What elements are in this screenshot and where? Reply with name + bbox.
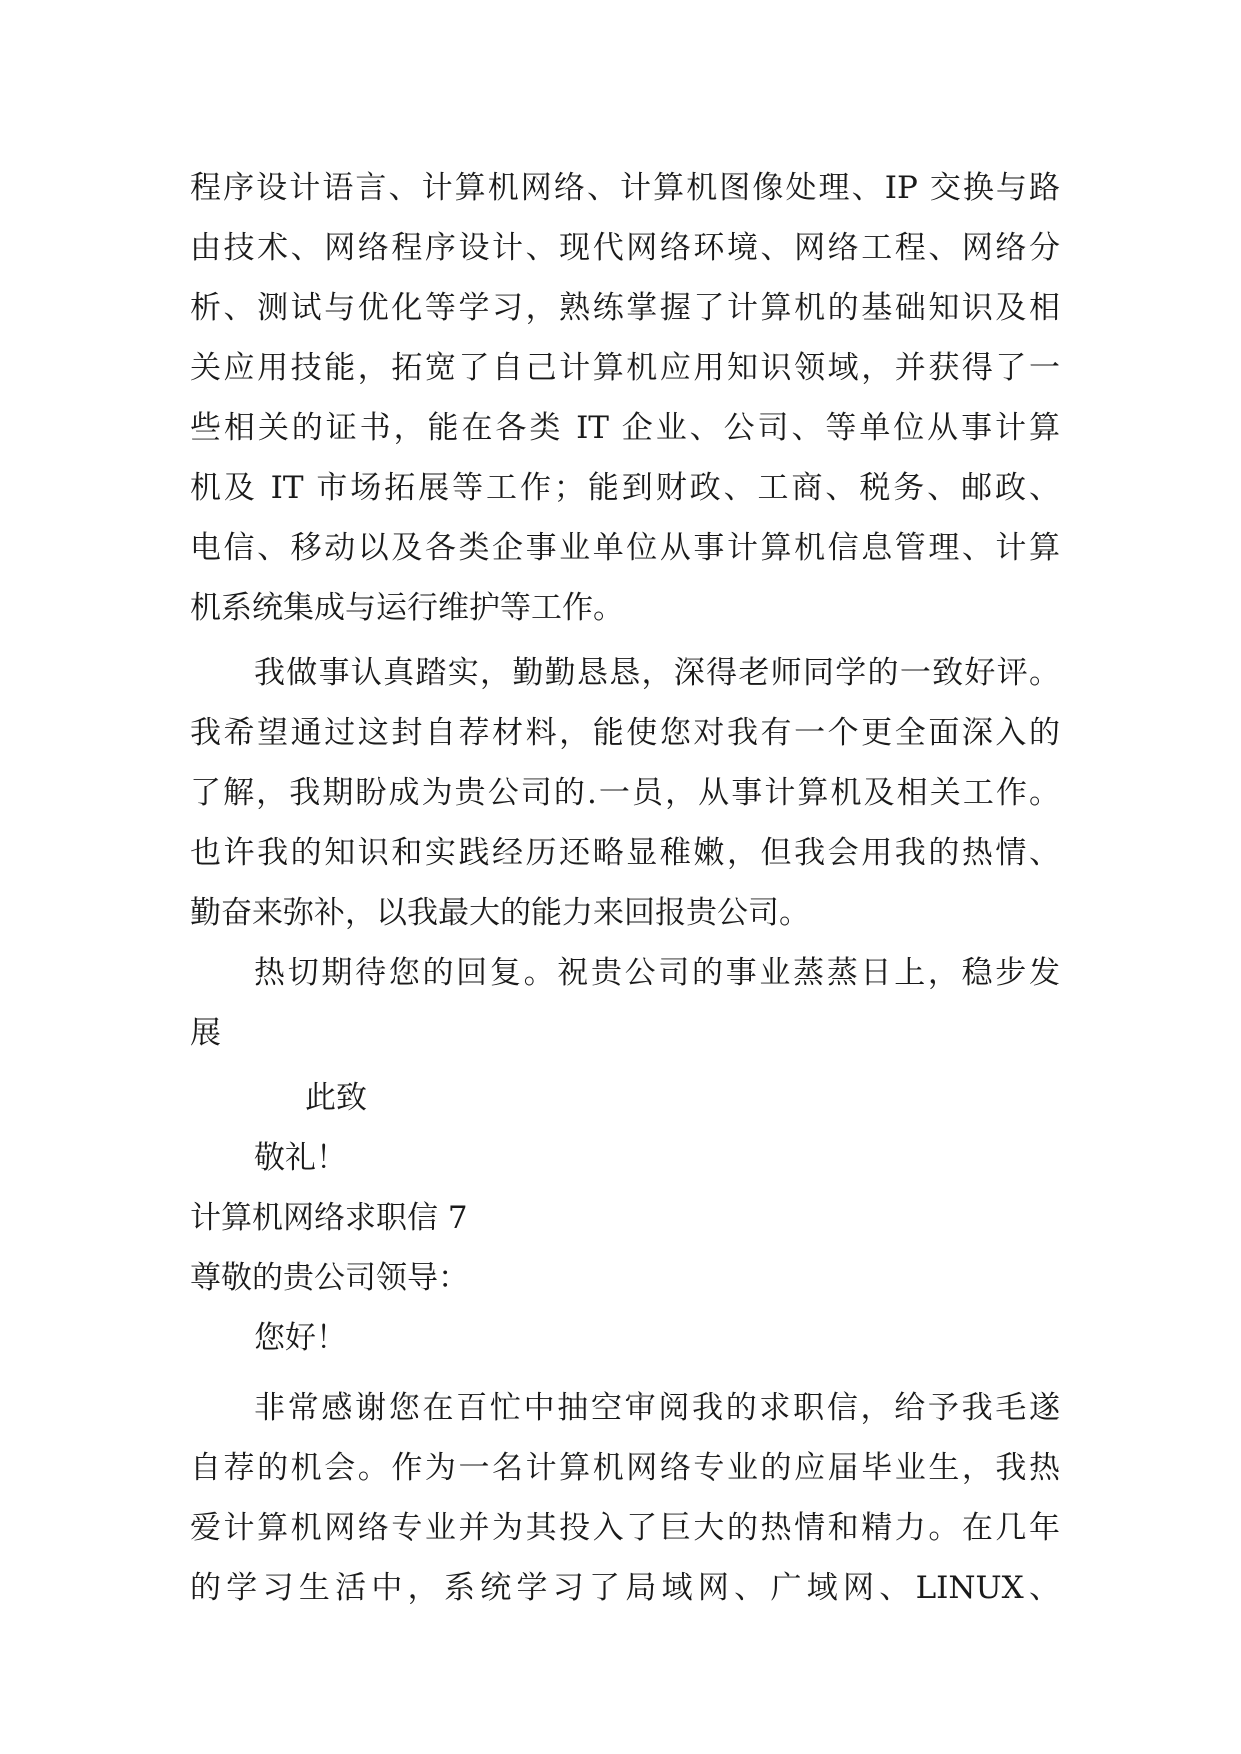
letter-title: 计算机网络求职信 7 xyxy=(190,1200,468,1236)
text-line: 析、测试与优化等学习，熟练掌握了计算机的基础知识及相 xyxy=(190,290,1060,326)
paragraph-introduction xyxy=(190,1378,1060,1618)
paragraph-self-evaluation xyxy=(190,643,1060,943)
text-line: 电信、移动以及各类企事业单位从事计算机信息管理、计算 xyxy=(190,530,1060,566)
text-line: 由技术、网络程序设计、现代网络环境、网络工程、网络分 xyxy=(190,230,1060,266)
paragraph-wishes xyxy=(190,943,1060,1063)
text-line: 展 xyxy=(190,1015,221,1051)
text-line: 我希望通过这封自荐材料，能使您对我有一个更全面深入的 xyxy=(190,715,1060,751)
closing-ci-zhi: 此致 xyxy=(305,1080,367,1116)
text-line: 了解，我期盼成为贵公司的.一员，从事计算机及相关工作。 xyxy=(190,775,1060,811)
text-line: 自荐的机会。作为一名计算机网络专业的应届毕业生，我热 xyxy=(190,1450,1060,1486)
text-line: 关应用技能，拓宽了自己计算机应用知识领域，并获得了一 xyxy=(190,350,1060,386)
text-line: 机系统集成与运行维护等工作。 xyxy=(190,590,624,626)
text-line: 些相关的证书，能在各类 IT 企业、公司、等单位从事计算 xyxy=(190,410,1060,446)
text-line: 程序设计语言、计算机网络、计算机图像处理、IP 交换与路 xyxy=(190,170,1060,206)
text-line: 爱计算机网络专业并为其投入了巨大的热情和精力。在几年 xyxy=(190,1510,1060,1546)
paragraph-education xyxy=(190,158,1060,638)
closing-jing-li: 敬礼！ xyxy=(254,1140,347,1176)
greeting: 您好！ xyxy=(254,1320,347,1356)
salutation: 尊敬的贵公司领导： xyxy=(190,1260,469,1296)
text-line: 热切期待您的回复。祝贵公司的事业蒸蒸日上，稳步发 xyxy=(254,955,1060,991)
text-line: 机及 IT 市场拓展等工作；能到财政、工商、税务、邮政、 xyxy=(190,470,1060,506)
text-line: 我做事认真踏实，勤勤恳恳，深得老师同学的一致好评。 xyxy=(254,655,1060,691)
text-line: 也许我的知识和实践经历还略显稚嫩，但我会用我的热情、 xyxy=(190,835,1060,871)
text-line: 非常感谢您在百忙中抽空审阅我的求职信，给予我毛遂 xyxy=(254,1390,1060,1426)
text-line: 的学习生活中，系统学习了局域网、广域网、LINUX、 xyxy=(190,1570,1060,1606)
text-line: 勤奋来弥补，以我最大的能力来回报贵公司。 xyxy=(190,895,810,931)
letter-body xyxy=(190,158,1060,1618)
